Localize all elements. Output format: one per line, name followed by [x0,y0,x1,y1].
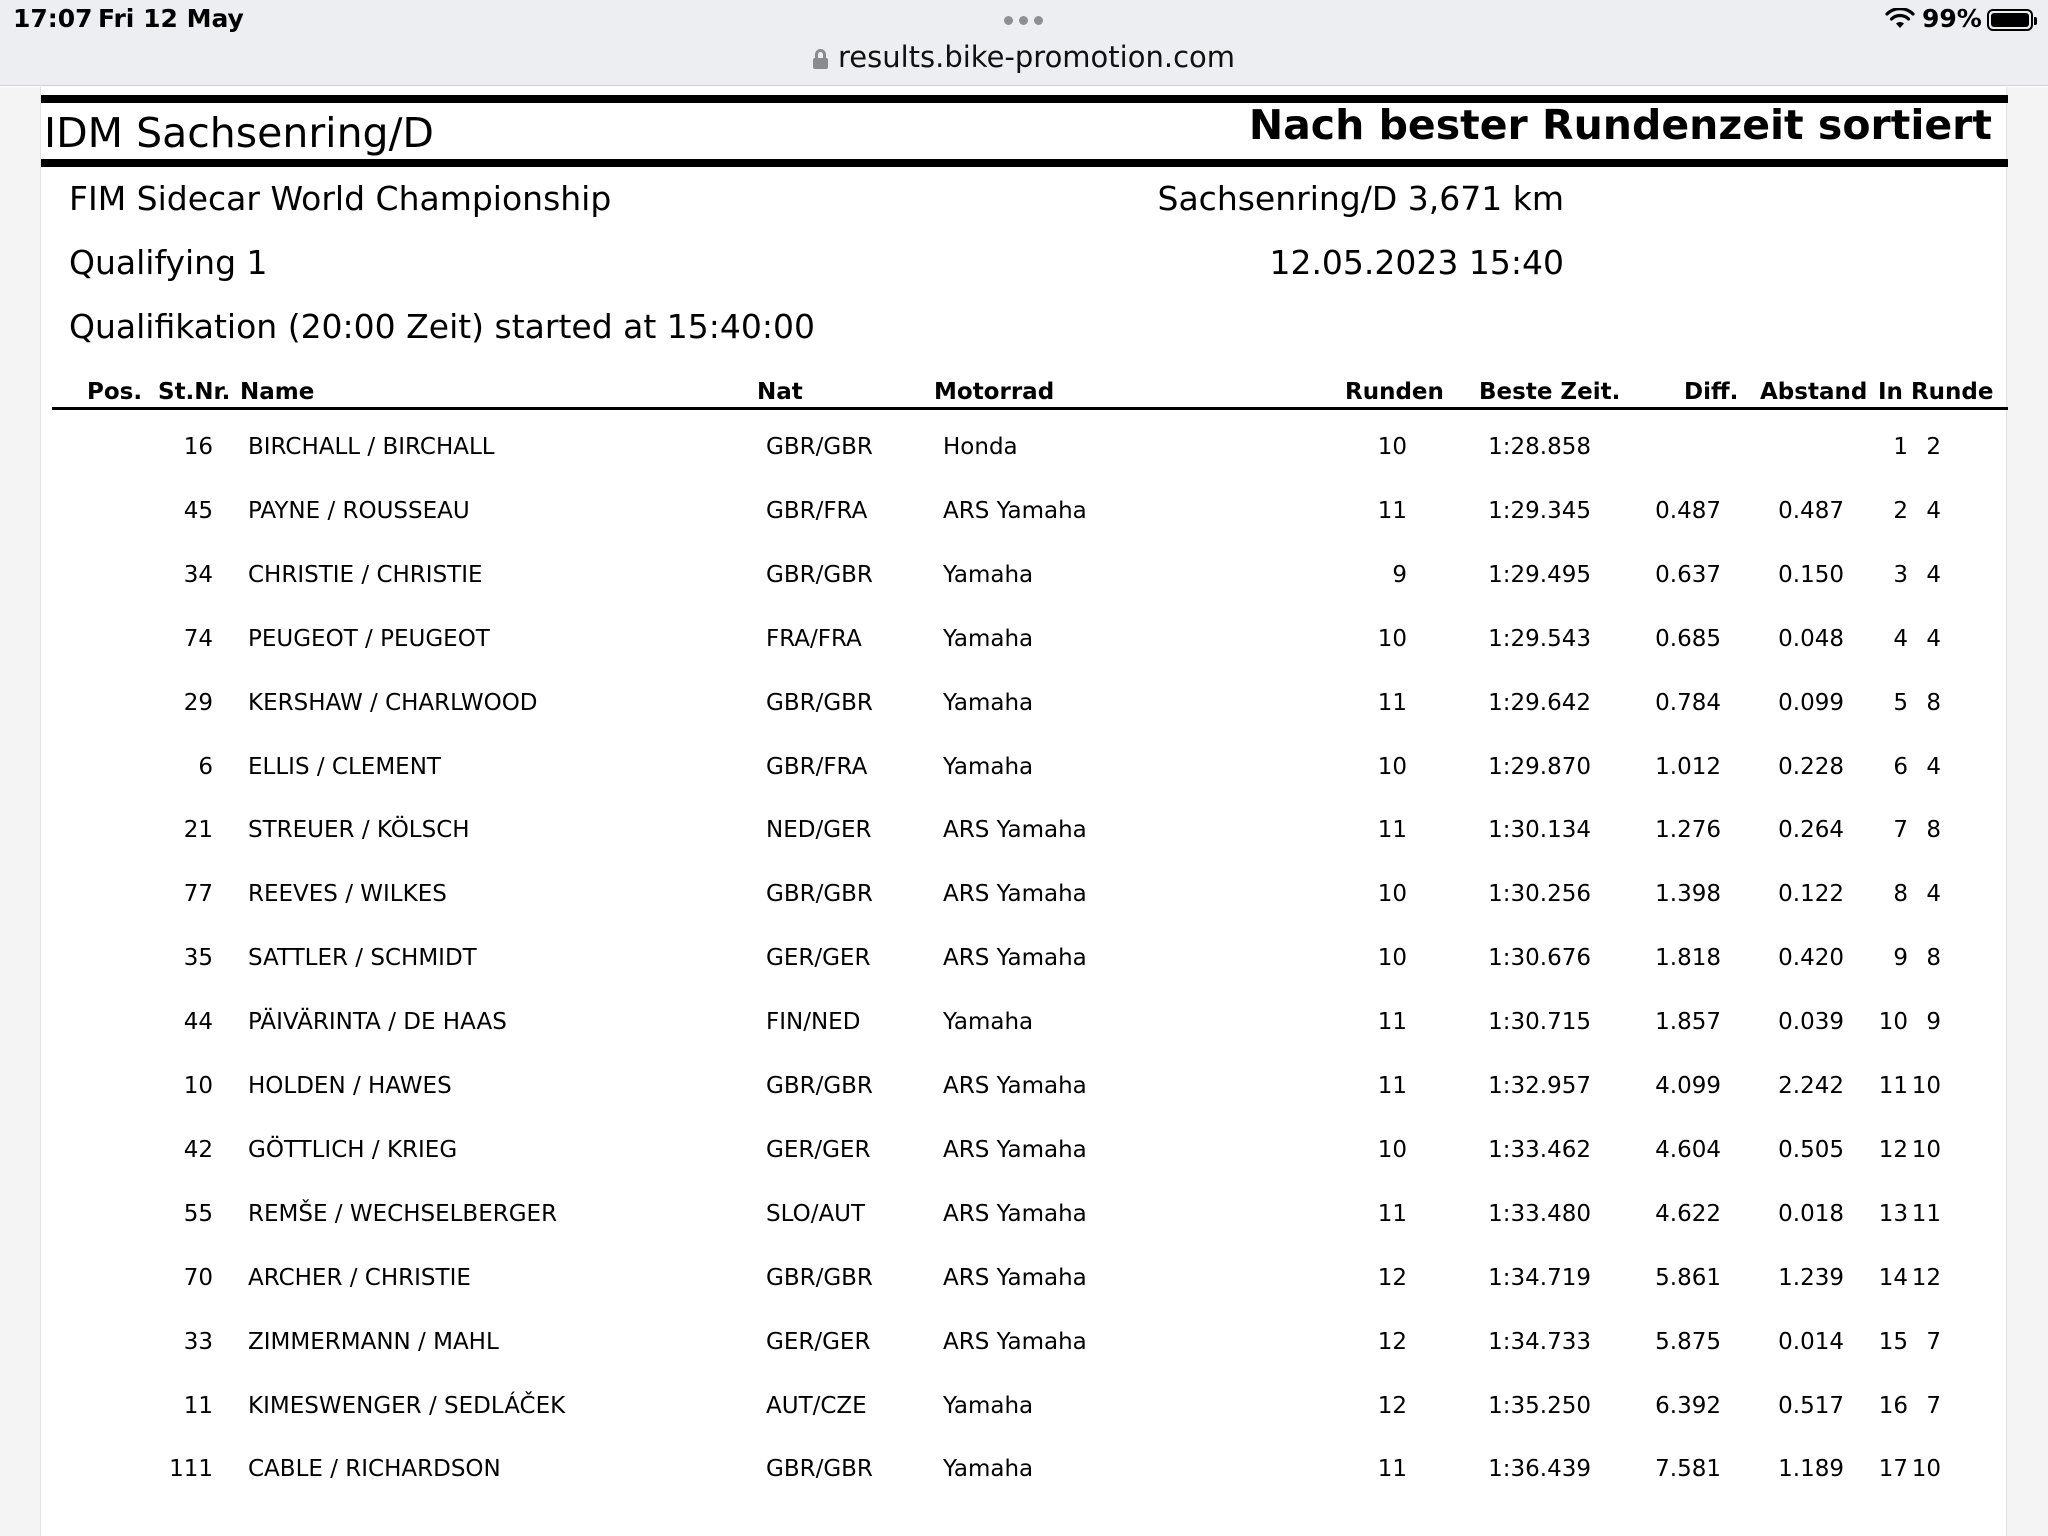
cell-diff: 0.487 [1655,498,1721,524]
cell-stnr: 74 [183,626,213,652]
cell-nat: GBR/GBR [766,1456,873,1482]
cell-stnr: 77 [183,881,213,907]
cell-lap: 8 [1926,690,1941,716]
table-row [41,1137,2008,1177]
cell-gap: 0.487 [1778,498,1844,524]
cell-diff: 1.012 [1655,754,1721,780]
cell-laps: 12 [1377,1329,1407,1355]
cell-bike: ARS Yamaha [943,945,1087,971]
cell-nat: GBR/FRA [766,498,868,524]
cell-gap: 1.239 [1778,1265,1844,1291]
cell-gap: 0.099 [1778,690,1844,716]
cell-bike: Honda [943,434,1018,460]
cell-laps: 10 [1377,881,1407,907]
cell-lap: 4 [1926,562,1941,588]
cell-best: 1:35.250 [1488,1393,1591,1419]
cell-name: HOLDEN / HAWES [248,1073,452,1099]
col-header-stnr: St.Nr. [158,379,231,405]
cell-stnr: 44 [183,1009,213,1035]
cell-best: 1:28.858 [1488,434,1591,460]
cell-name: GÖTTLICH / KRIEG [248,1137,458,1163]
cell-stnr: 10 [183,1073,213,1099]
cell-stnr: 21 [183,817,213,843]
cell-lap: 12 [1911,1265,1941,1291]
table-row [41,498,2008,538]
cell-name: PAYNE / ROUSSEAU [248,498,470,524]
cell-stnr: 111 [169,1456,213,1482]
cell-bike: ARS Yamaha [943,1201,1087,1227]
track-info: Sachsenring/D 3,671 km [1157,179,1564,218]
cell-pos: 3 [1893,562,1908,588]
table-row [41,1009,2008,1049]
cell-best: 1:30.715 [1488,1009,1591,1035]
cell-nat: FIN/NED [766,1009,861,1035]
cell-lap: 7 [1926,1329,1941,1355]
header-rule [41,159,2008,167]
cell-nat: GBR/GBR [766,562,873,588]
cell-gap: 0.014 [1778,1329,1844,1355]
cell-stnr: 11 [183,1393,213,1419]
cell-nat: SLO/AUT [766,1201,866,1227]
cell-diff: 4.622 [1655,1201,1721,1227]
table-row [41,562,2008,602]
cell-stnr: 55 [183,1201,213,1227]
cell-diff: 1.398 [1655,881,1721,907]
col-header-laps: Runden [1345,379,1444,405]
table-row [41,434,2008,474]
cell-pos: 16 [1878,1393,1908,1419]
cell-laps: 10 [1377,945,1407,971]
cell-lap: 10 [1911,1137,1941,1163]
cell-diff: 4.099 [1655,1073,1721,1099]
table-row [41,1073,2008,1113]
cell-best: 1:29.870 [1488,754,1591,780]
cell-pos: 7 [1893,817,1908,843]
col-header-bike: Motorrad [934,379,1055,405]
cell-diff: 0.685 [1655,626,1721,652]
cell-bike: Yamaha [943,754,1034,780]
cell-bike: ARS Yamaha [943,498,1087,524]
session-info: Qualifikation (20:00 Zeit) started at 15:40:00 [69,307,815,346]
cell-pos: 15 [1878,1329,1908,1355]
cell-nat: GBR/FRA [766,754,868,780]
cell-gap: 0.150 [1778,562,1844,588]
cell-pos: 14 [1878,1265,1908,1291]
battery-icon [1987,9,2033,31]
cell-name: CHRISTIE / CHRISTIE [248,562,483,588]
cell-gap: 0.228 [1778,754,1844,780]
cell-name: PEUGEOT / PEUGEOT [248,626,490,652]
cell-pos: 11 [1878,1073,1908,1099]
table-row [41,1265,2008,1305]
cell-nat: FRA/FRA [766,626,862,652]
cell-name: KIMESWENGER / SEDLÁČEK [248,1393,566,1419]
cell-best: 1:34.733 [1488,1329,1591,1355]
table-row [41,881,2008,921]
cell-best: 1:30.256 [1488,881,1591,907]
cell-best: 1:33.462 [1488,1137,1591,1163]
cell-laps: 11 [1377,498,1407,524]
cell-bike: ARS Yamaha [943,1137,1087,1163]
cell-nat: GBR/GBR [766,690,873,716]
browser-chrome [0,0,2048,86]
col-header-diff: Diff. [1684,379,1739,405]
session-datetime: 12.05.2023 15:40 [1269,243,1564,282]
cell-diff: 1.276 [1655,817,1721,843]
cell-gap: 2.242 [1778,1073,1844,1099]
cell-bike: Yamaha [943,1009,1034,1035]
cell-lap: 4 [1926,754,1941,780]
url-text: results.bike-promotion.com [837,40,1236,74]
col-header-nat: Nat [757,379,803,405]
cell-stnr: 34 [183,562,213,588]
cell-lap: 7 [1926,1393,1941,1419]
cell-stnr: 6 [198,754,213,780]
cell-pos: 10 [1878,1009,1908,1035]
cell-laps: 11 [1377,1456,1407,1482]
cell-pos: 6 [1893,754,1908,780]
cell-pos: 8 [1893,881,1908,907]
cell-lap: 9 [1926,1009,1941,1035]
cell-gap: 0.420 [1778,945,1844,971]
event-title: IDM Sachsenring/D [44,109,434,157]
session-name: Qualifying 1 [69,243,268,282]
cell-stnr: 42 [183,1137,213,1163]
cell-nat: GER/GER [766,1329,871,1355]
cell-name: REMŠE / WECHSELBERGER [248,1201,558,1227]
cell-laps: 11 [1377,690,1407,716]
cell-bike: ARS Yamaha [943,1073,1087,1099]
cell-laps: 12 [1377,1265,1407,1291]
status-date: Fri 12 May [98,4,244,33]
cell-bike: Yamaha [943,1393,1034,1419]
address-bar[interactable] [0,40,2048,74]
cell-name: ELLIS / CLEMENT [248,754,441,780]
cell-best: 1:29.543 [1488,626,1591,652]
cell-diff: 4.604 [1655,1137,1721,1163]
cell-best: 1:36.439 [1488,1456,1591,1482]
cell-stnr: 16 [183,434,213,460]
cell-gap: 1.189 [1778,1456,1844,1482]
cell-nat: NED/GER [766,817,872,843]
status-time: 17:07 [13,4,93,33]
table-row [41,626,2008,666]
cell-bike: ARS Yamaha [943,881,1087,907]
cell-nat: AUT/CZE [766,1393,867,1419]
cell-stnr: 45 [183,498,213,524]
cell-lap: 11 [1911,1201,1941,1227]
cell-best: 1:34.719 [1488,1265,1591,1291]
cell-bike: Yamaha [943,690,1034,716]
cell-stnr: 33 [183,1329,213,1355]
sort-title: Nach bester Rundenzeit sortiert [1248,101,1992,149]
cell-name: STREUER / KÖLSCH [248,817,470,843]
cell-name: ZIMMERMANN / MAHL [248,1329,499,1355]
cell-laps: 9 [1392,562,1407,588]
cell-best: 1:29.345 [1488,498,1591,524]
cell-bike: ARS Yamaha [943,817,1087,843]
cell-laps: 12 [1377,1393,1407,1419]
cell-stnr: 29 [183,690,213,716]
cell-best: 1:29.642 [1488,690,1591,716]
cell-laps: 11 [1377,817,1407,843]
cell-gap: 0.122 [1778,881,1844,907]
cell-nat: GER/GER [766,945,871,971]
cell-lap: 10 [1911,1073,1941,1099]
cell-diff: 1.857 [1655,1009,1721,1035]
cell-best: 1:30.134 [1488,817,1591,843]
col-header-lap: In Runde [1878,379,1994,405]
lock-icon [813,49,828,69]
multitasking-dots-icon[interactable] [1000,8,1046,32]
cell-lap: 8 [1926,817,1941,843]
cell-best: 1:30.676 [1488,945,1591,971]
column-header-rule [52,407,2008,410]
cell-nat: GER/GER [766,1137,871,1163]
cell-lap: 2 [1926,434,1941,460]
cell-name: CABLE / RICHARDSON [248,1456,501,1482]
cell-diff: 5.861 [1655,1265,1721,1291]
results-sheet [40,87,2007,1536]
battery-percent: 99% [1922,4,1982,33]
table-row [41,1456,2008,1496]
col-header-best: Beste Zeit. [1479,379,1621,405]
cell-stnr: 70 [183,1265,213,1291]
cell-nat: GBR/GBR [766,434,873,460]
cell-best: 1:33.480 [1488,1201,1591,1227]
cell-pos: 5 [1893,690,1908,716]
cell-lap: 4 [1926,626,1941,652]
table-row [41,1201,2008,1241]
cell-laps: 10 [1377,434,1407,460]
col-header-name: Name [240,379,315,405]
col-header-pos: Pos. [87,379,143,405]
table-row [41,1329,2008,1369]
cell-name: REEVES / WILKES [248,881,447,907]
cell-nat: GBR/GBR [766,1265,873,1291]
cell-bike: ARS Yamaha [943,1265,1087,1291]
cell-stnr: 35 [183,945,213,971]
cell-gap: 0.264 [1778,817,1844,843]
cell-nat: GBR/GBR [766,881,873,907]
cell-diff: 5.875 [1655,1329,1721,1355]
cell-bike: ARS Yamaha [943,1329,1087,1355]
cell-bike: Yamaha [943,626,1034,652]
cell-pos: 4 [1893,626,1908,652]
table-row [41,1393,2008,1433]
cell-best: 1:32.957 [1488,1073,1591,1099]
cell-laps: 10 [1377,626,1407,652]
cell-lap: 4 [1926,881,1941,907]
wifi-icon [1885,8,1915,30]
table-row [41,817,2008,857]
cell-gap: 0.039 [1778,1009,1844,1035]
cell-diff: 7.581 [1655,1456,1721,1482]
table-row [41,690,2008,730]
table-row [41,754,2008,794]
championship: FIM Sidecar World Championship [69,179,612,218]
cell-laps: 11 [1377,1009,1407,1035]
cell-laps: 11 [1377,1201,1407,1227]
cell-bike: Yamaha [943,562,1034,588]
cell-diff: 0.784 [1655,690,1721,716]
cell-gap: 0.517 [1778,1393,1844,1419]
cell-pos: 13 [1878,1201,1908,1227]
cell-name: ARCHER / CHRISTIE [248,1265,471,1291]
cell-best: 1:29.495 [1488,562,1591,588]
cell-laps: 11 [1377,1073,1407,1099]
cell-name: BIRCHALL / BIRCHALL [248,434,495,460]
cell-laps: 10 [1377,754,1407,780]
cell-lap: 8 [1926,945,1941,971]
cell-gap: 0.018 [1778,1201,1844,1227]
cell-gap: 0.505 [1778,1137,1844,1163]
cell-lap: 4 [1926,498,1941,524]
cell-bike: Yamaha [943,1456,1034,1482]
col-header-gap: Abstand [1760,379,1868,405]
cell-name: SATTLER / SCHMIDT [248,945,477,971]
cell-diff: 0.637 [1655,562,1721,588]
cell-gap: 0.048 [1778,626,1844,652]
cell-name: PÄIVÄRINTA / DE HAAS [248,1009,507,1035]
cell-pos: 12 [1878,1137,1908,1163]
cell-lap: 10 [1911,1456,1941,1482]
cell-diff: 6.392 [1655,1393,1721,1419]
cell-pos: 1 [1893,434,1908,460]
cell-laps: 10 [1377,1137,1407,1163]
cell-pos: 9 [1893,945,1908,971]
cell-pos: 17 [1878,1456,1908,1482]
cell-nat: GBR/GBR [766,1073,873,1099]
cell-name: KERSHAW / CHARLWOOD [248,690,538,716]
cell-diff: 1.818 [1655,945,1721,971]
table-row [41,945,2008,985]
cell-pos: 2 [1893,498,1908,524]
